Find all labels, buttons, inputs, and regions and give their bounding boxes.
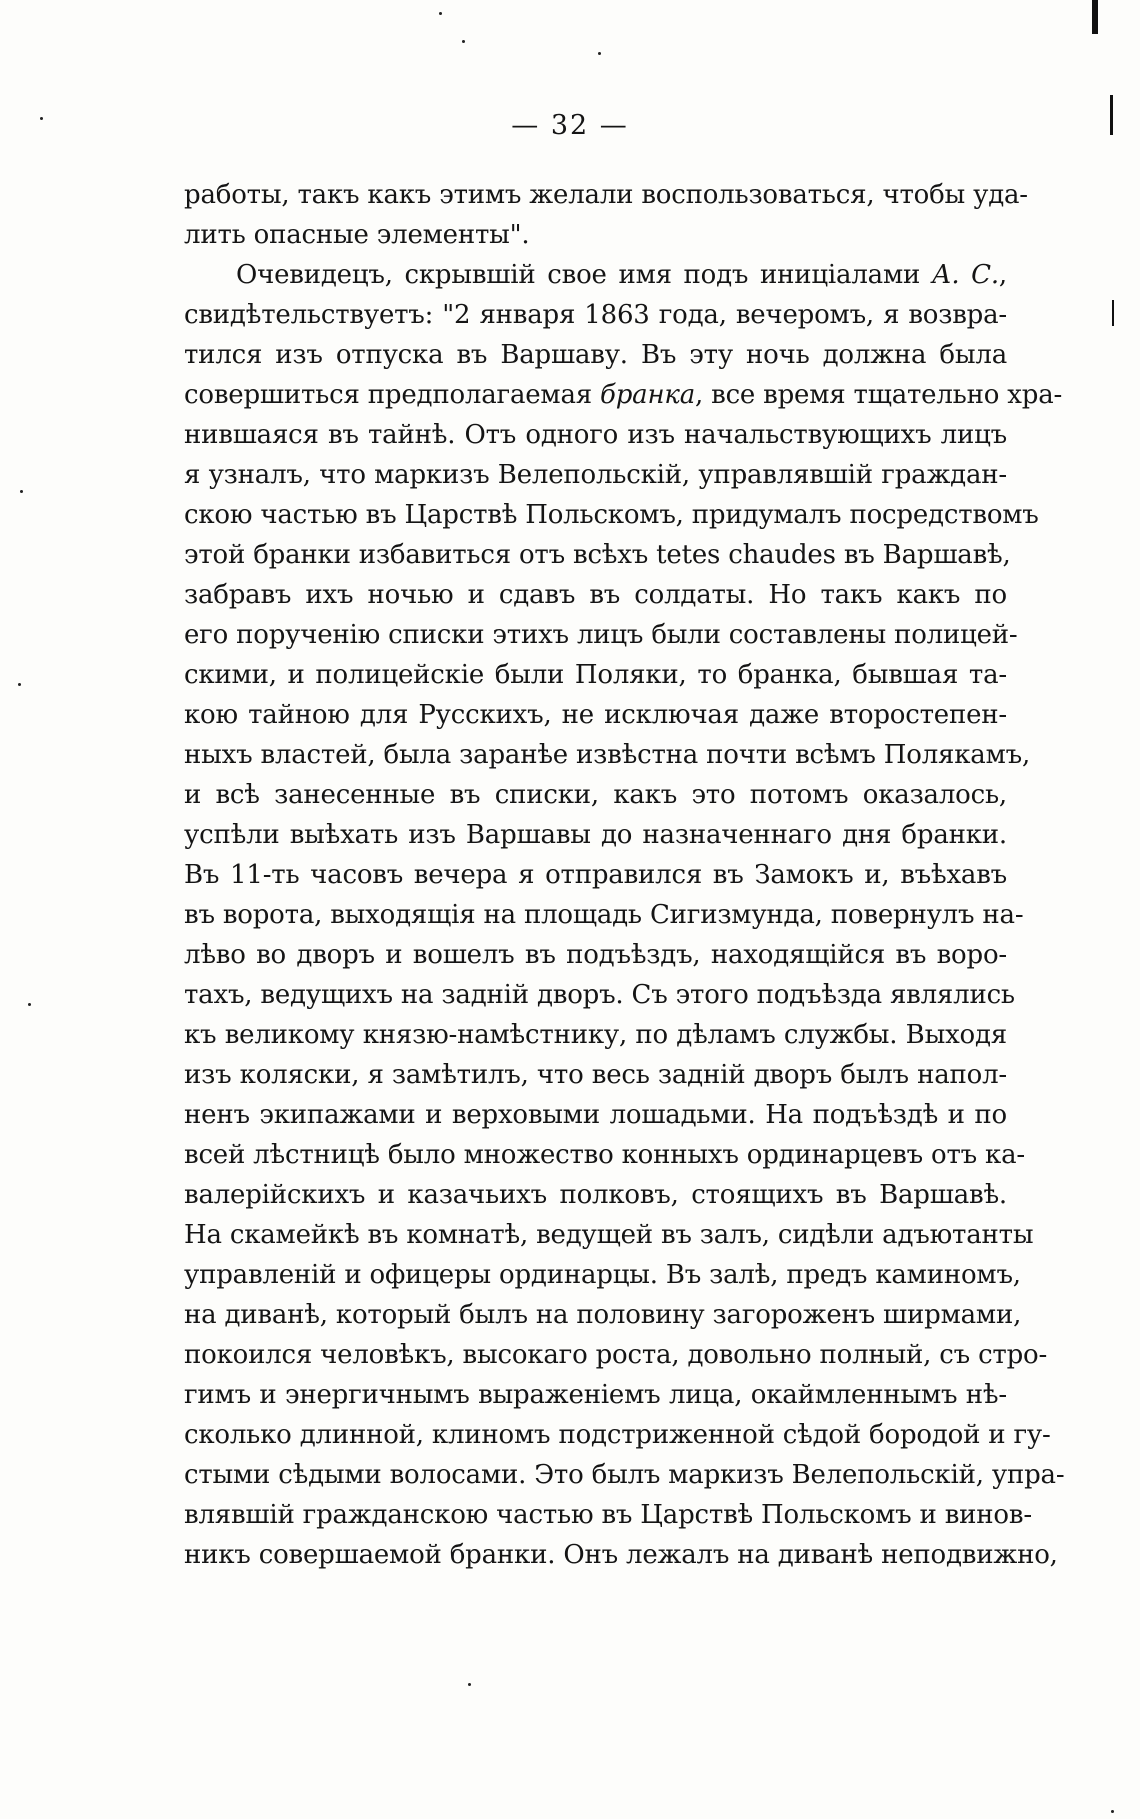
text-line: на диванѣ, который былъ на половину загороженъ ширмами, bbox=[184, 1300, 1022, 1330]
scan-speck bbox=[28, 1003, 31, 1006]
scan-speck bbox=[18, 683, 21, 686]
text-line: скими, и полицейскіе были Поляки, то бранка, бывшая та- bbox=[184, 660, 1007, 690]
text-line bbox=[184, 255, 1007, 295]
text-line: свидѣтельствуетъ: "2 января 1863 года, вечеромъ, я возвра- bbox=[184, 300, 1007, 330]
text-line: нившаяся въ тайнѣ. Отъ одного изъ начальствующихъ лицъ bbox=[184, 420, 1007, 450]
text-line-content: совершиться предполагаемая bbox=[184, 380, 601, 410]
text-line: лить опасные элементы". bbox=[184, 220, 530, 250]
text-line: сколько длинной, клиномъ подстриженной сѣдой бородой и гу- bbox=[184, 1420, 1051, 1450]
text-line: изъ коляски, я замѣтилъ, что весь задній дворъ былъ напол- bbox=[184, 1060, 1007, 1090]
text-line: работы, такъ какъ этимъ желали воспользоваться, чтобы уда- bbox=[184, 180, 1028, 210]
scan-speck bbox=[20, 490, 23, 493]
scan-edge-mark bbox=[1112, 300, 1114, 326]
text-line: тахъ, ведущихъ на задній дворъ. Съ этого подъѣзда являлись bbox=[184, 980, 1015, 1010]
text-line: ненъ экипажами и верховыми лошадьми. На подъѣздѣ и по bbox=[184, 1100, 1007, 1130]
text-line: всей лѣстницѣ было множество конныхъ ординарцевъ отъ ка- bbox=[184, 1140, 1025, 1170]
scan-speck bbox=[1111, 1810, 1114, 1813]
text-line: тился изъ отпуска въ Варшаву. Въ эту ночь должна была bbox=[184, 340, 1007, 370]
italic-word: бранка bbox=[600, 380, 695, 410]
text-line: и всѣ занесенные въ списки, какъ это потомъ оказалось, bbox=[184, 780, 1007, 810]
text-line: лѣво во дворъ и вошелъ въ подъѣздъ, находящійся въ воро- bbox=[184, 940, 1007, 970]
page-number: — 32 — bbox=[511, 110, 629, 141]
text-line: На скамейкѣ въ комнатѣ, ведущей въ залъ, сидѣли адъютанты bbox=[184, 1220, 1034, 1250]
scan-speck bbox=[40, 117, 43, 120]
text-line-content: Очевидецъ, скрывшій свое имя подъ иниціалами bbox=[236, 260, 932, 290]
text-line: валерійскихъ и казачьихъ полковъ, стоящихъ въ Варшавѣ. bbox=[184, 1180, 1007, 1210]
text-line: я узналъ, что маркизъ Велепольскій, управлявшій граждан- bbox=[184, 460, 1007, 490]
text-line: къ великому князю-намѣстнику, по дѣламъ службы. Выходя bbox=[184, 1020, 1007, 1050]
text-line: влявшій гражданскою частью въ Царствѣ Польскомъ и винов- bbox=[184, 1500, 1032, 1530]
text-line: покоился человѣкъ, высокаго роста, довольно полный, съ стро- bbox=[184, 1340, 1048, 1370]
text-line: скою частью въ Царствѣ Польскомъ, придумалъ посредствомъ bbox=[184, 500, 1039, 530]
scan-edge-mark bbox=[1092, 0, 1098, 34]
scan-speck bbox=[439, 12, 442, 15]
text-line: кою тайною для Русскихъ, не исключая даже второстепен- bbox=[184, 700, 1007, 730]
scan-speck bbox=[468, 1683, 471, 1686]
text-line: ныхъ властей, была заранѣе извѣстна почти всѣмъ Полякамъ, bbox=[184, 740, 1031, 770]
text-line: никъ совершаемой бранки. Онъ лежалъ на диванѣ неподвижно, bbox=[184, 1540, 1058, 1570]
text-line: гимъ и энергичнымъ выраженіемъ лица, окаймленнымъ нѣ- bbox=[184, 1380, 1007, 1410]
body-text bbox=[184, 175, 1065, 1575]
text-line: успѣли выѣхать изъ Варшавы до назначеннаго дня бранки. bbox=[184, 820, 1007, 850]
text-line: забравъ ихъ ночью и сдавъ въ солдаты. Но такъ какъ по bbox=[184, 580, 1007, 610]
text-line: Въ 11-ть часовъ вечера я отправился въ Замокъ и, въѣхавъ bbox=[184, 860, 1007, 890]
text-line: управленій и офицеры ординарцы. Въ залѣ, предъ каминомъ, bbox=[184, 1260, 1021, 1290]
italic-initials: А. С. bbox=[931, 260, 999, 290]
text-line: стыми сѣдыми волосами. Это былъ маркизъ Велепольскій, упра- bbox=[184, 1460, 1065, 1490]
text-line: этой бранки избавиться отъ всѣхъ tetes chaudes въ Варшавѣ, bbox=[184, 540, 1011, 570]
punctuation: , bbox=[998, 260, 1007, 290]
scan-edge-mark bbox=[1110, 95, 1113, 135]
scan-speck bbox=[598, 52, 601, 55]
text-line: его порученію списки этихъ лицъ были составлены полицей- bbox=[184, 620, 1018, 650]
text-line-content: , все время тщательно хра- bbox=[695, 380, 1063, 410]
text-line: въ ворота, выходящія на площадь Сигизмунда, повернулъ на- bbox=[184, 900, 1024, 930]
text-line bbox=[184, 375, 1063, 415]
scan-speck bbox=[462, 40, 465, 43]
